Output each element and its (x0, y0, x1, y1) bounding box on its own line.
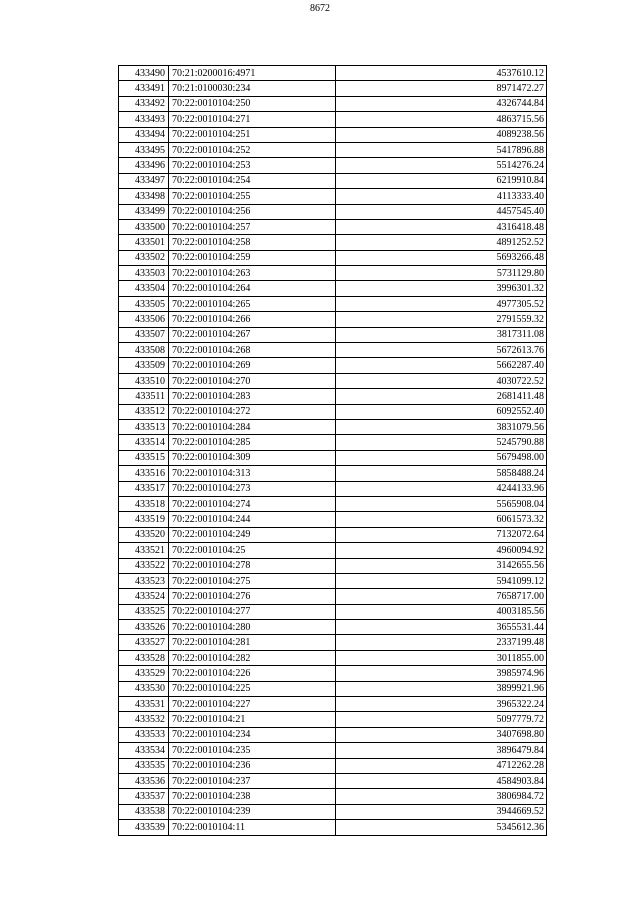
row-number-cell: 433539 (119, 820, 169, 835)
row-number-cell: 433533 (119, 727, 169, 742)
cadastral-value-cell: 3965322.24 (336, 697, 547, 712)
cadastral-value-cell: 4030722.52 (336, 373, 547, 388)
cadastral-value-cell: 4537610.12 (336, 66, 547, 81)
cadastral-number-cell: 70:22:0010104:225 (169, 681, 336, 696)
table-row (119, 743, 547, 758)
cadastral-number-cell: 70:22:0010104:235 (169, 743, 336, 758)
cadastral-number-cell: 70:22:0010104:227 (169, 697, 336, 712)
cadastral-number-cell: 70:22:0010104:263 (169, 266, 336, 281)
table-row (119, 527, 547, 542)
cadastral-number-cell: 70:22:0010104:253 (169, 158, 336, 173)
cadastral-value-cell: 4089238.56 (336, 127, 547, 142)
row-number-cell: 433504 (119, 281, 169, 296)
cadastral-number-cell: 70:22:0010104:270 (169, 373, 336, 388)
table-row (119, 219, 547, 234)
row-number-cell: 433517 (119, 481, 169, 496)
cadastral-number-cell: 70:22:0010104:238 (169, 789, 336, 804)
row-number-cell: 433522 (119, 558, 169, 573)
cadastral-number-cell: 70:22:0010104:244 (169, 512, 336, 527)
cadastral-number-cell: 70:22:0010104:259 (169, 250, 336, 265)
table-row (119, 127, 547, 142)
row-number-cell: 433496 (119, 158, 169, 173)
cadastral-value-cell: 3655531.44 (336, 620, 547, 635)
cadastral-value-cell: 7658717.00 (336, 589, 547, 604)
table-row (119, 96, 547, 111)
table-row (119, 666, 547, 681)
table-row (119, 573, 547, 588)
cadastral-value-cell: 5345612.36 (336, 820, 547, 835)
cadastral-value-table (118, 65, 547, 836)
row-number-cell: 433535 (119, 758, 169, 773)
cadastral-number-cell: 70:22:0010104:234 (169, 727, 336, 742)
row-number-cell: 433505 (119, 296, 169, 311)
row-number-cell: 433530 (119, 681, 169, 696)
cadastral-number-cell: 70:22:0010104:255 (169, 189, 336, 204)
cadastral-value-cell: 3944669.52 (336, 804, 547, 819)
table-row (119, 773, 547, 788)
cadastral-value-cell: 5662287.40 (336, 358, 547, 373)
cadastral-value-cell: 8971472.27 (336, 81, 547, 96)
cadastral-number-cell: 70:22:0010104:276 (169, 589, 336, 604)
table-row (119, 112, 547, 127)
table-row (119, 419, 547, 434)
table-row (119, 650, 547, 665)
row-number-cell: 433513 (119, 419, 169, 434)
cadastral-value-cell: 5245790.88 (336, 435, 547, 450)
table-body (119, 66, 547, 836)
table-row (119, 620, 547, 635)
cadastral-value-cell: 3806984.72 (336, 789, 547, 804)
cadastral-number-cell: 70:22:0010104:268 (169, 343, 336, 358)
cadastral-value-cell: 4326744.84 (336, 96, 547, 111)
cadastral-number-cell: 70:22:0010104:313 (169, 466, 336, 481)
table-row (119, 512, 547, 527)
cadastral-value-cell: 5693266.48 (336, 250, 547, 265)
cadastral-number-cell: 70:22:0010104:281 (169, 635, 336, 650)
cadastral-value-cell: 5858488.24 (336, 466, 547, 481)
row-number-cell: 433518 (119, 496, 169, 511)
table-row (119, 250, 547, 265)
table-row (119, 235, 547, 250)
cadastral-value-cell: 5672613.76 (336, 343, 547, 358)
table-row (119, 558, 547, 573)
table-row (119, 404, 547, 419)
table-row (119, 727, 547, 742)
cadastral-value-cell: 4712262.28 (336, 758, 547, 773)
cadastral-value-cell: 2337199.48 (336, 635, 547, 650)
row-number-cell: 433502 (119, 250, 169, 265)
cadastral-value-cell: 4316418.48 (336, 219, 547, 234)
cadastral-number-cell: 70:22:0010104:237 (169, 773, 336, 788)
table-row (119, 466, 547, 481)
cadastral-number-cell: 70:22:0010104:266 (169, 312, 336, 327)
table-row (119, 81, 547, 96)
cadastral-value-cell: 4863715.56 (336, 112, 547, 127)
cadastral-number-cell: 70:22:0010104:309 (169, 450, 336, 465)
row-number-cell: 433494 (119, 127, 169, 142)
cadastral-value-cell: 5679498.00 (336, 450, 547, 465)
cadastral-number-cell: 70:22:0010104:267 (169, 327, 336, 342)
row-number-cell: 433536 (119, 773, 169, 788)
cadastral-number-cell: 70:22:0010104:257 (169, 219, 336, 234)
cadastral-number-cell: 70:22:0010104:284 (169, 419, 336, 434)
cadastral-number-cell: 70:22:0010104:226 (169, 666, 336, 681)
row-number-cell: 433529 (119, 666, 169, 681)
cadastral-value-cell: 3407698.80 (336, 727, 547, 742)
row-number-cell: 433532 (119, 712, 169, 727)
cadastral-number-cell: 70:22:0010104:274 (169, 496, 336, 511)
cadastral-number-cell: 70:22:0010104:11 (169, 820, 336, 835)
cadastral-value-cell: 5941099.12 (336, 573, 547, 588)
cadastral-value-cell: 2791559.32 (336, 312, 547, 327)
table-row (119, 450, 547, 465)
cadastral-number-cell: 70:22:0010104:277 (169, 604, 336, 619)
cadastral-value-cell: 3142655.56 (336, 558, 547, 573)
table-row (119, 189, 547, 204)
table-row (119, 758, 547, 773)
table-row (119, 142, 547, 157)
row-number-cell: 433531 (119, 697, 169, 712)
table-row (119, 435, 547, 450)
cadastral-value-cell: 4003185.56 (336, 604, 547, 619)
cadastral-number-cell: 70:22:0010104:271 (169, 112, 336, 127)
row-number-cell: 433492 (119, 96, 169, 111)
table-row (119, 589, 547, 604)
cadastral-value-cell: 4977305.52 (336, 296, 547, 311)
row-number-cell: 433528 (119, 650, 169, 665)
row-number-cell: 433527 (119, 635, 169, 650)
row-number-cell: 433516 (119, 466, 169, 481)
table-row (119, 158, 547, 173)
cadastral-number-cell: 70:22:0010104:265 (169, 296, 336, 311)
cadastral-number-cell: 70:22:0010104:236 (169, 758, 336, 773)
cadastral-number-cell: 70:22:0010104:272 (169, 404, 336, 419)
cadastral-value-cell: 5565908.04 (336, 496, 547, 511)
table-row (119, 389, 547, 404)
cadastral-value-cell: 6061573.32 (336, 512, 547, 527)
table-row (119, 789, 547, 804)
cadastral-number-cell: 70:22:0010104:285 (169, 435, 336, 450)
table-row (119, 343, 547, 358)
row-number-cell: 433499 (119, 204, 169, 219)
row-number-cell: 433506 (119, 312, 169, 327)
cadastral-number-cell: 70:22:0010104:275 (169, 573, 336, 588)
row-number-cell: 433523 (119, 573, 169, 588)
row-number-cell: 433500 (119, 219, 169, 234)
row-number-cell: 433490 (119, 66, 169, 81)
table-row (119, 681, 547, 696)
cadastral-number-cell: 70:22:0010104:252 (169, 142, 336, 157)
cadastral-number-cell: 70:22:0010104:280 (169, 620, 336, 635)
cadastral-value-cell: 4244133.96 (336, 481, 547, 496)
row-number-cell: 433491 (119, 81, 169, 96)
row-number-cell: 433525 (119, 604, 169, 619)
table-row (119, 266, 547, 281)
cadastral-value-cell: 3011855.00 (336, 650, 547, 665)
table-row (119, 496, 547, 511)
table-row (119, 481, 547, 496)
cadastral-number-cell: 70:22:0010104:25 (169, 543, 336, 558)
cadastral-number-cell: 70:22:0010104:283 (169, 389, 336, 404)
cadastral-value-cell: 5097779.72 (336, 712, 547, 727)
row-number-cell: 433526 (119, 620, 169, 635)
cadastral-value-cell: 4960094.92 (336, 543, 547, 558)
table-row (119, 604, 547, 619)
cadastral-number-cell: 70:22:0010104:258 (169, 235, 336, 250)
row-number-cell: 433511 (119, 389, 169, 404)
cadastral-number-cell: 70:22:0010104:239 (169, 804, 336, 819)
row-number-cell: 433515 (119, 450, 169, 465)
cadastral-number-cell: 70:22:0010104:273 (169, 481, 336, 496)
row-number-cell: 433493 (119, 112, 169, 127)
cadastral-value-cell: 4113333.40 (336, 189, 547, 204)
row-number-cell: 433497 (119, 173, 169, 188)
table-row (119, 373, 547, 388)
cadastral-number-cell: 70:22:0010104:254 (169, 173, 336, 188)
table-row (119, 820, 547, 835)
table-row (119, 296, 547, 311)
cadastral-value-cell: 7132072.64 (336, 527, 547, 542)
table-row (119, 635, 547, 650)
cadastral-number-cell: 70:22:0010104:282 (169, 650, 336, 665)
table-row (119, 312, 547, 327)
table-row (119, 543, 547, 558)
row-number-cell: 433495 (119, 142, 169, 157)
row-number-cell: 433501 (119, 235, 169, 250)
cadastral-number-cell: 70:22:0010104:256 (169, 204, 336, 219)
table-row (119, 173, 547, 188)
cadastral-number-cell: 70:22:0010104:264 (169, 281, 336, 296)
cadastral-value-cell: 3996301.32 (336, 281, 547, 296)
cadastral-value-cell: 3896479.84 (336, 743, 547, 758)
table-row (119, 804, 547, 819)
cadastral-number-cell: 70:22:0010104:249 (169, 527, 336, 542)
row-number-cell: 433534 (119, 743, 169, 758)
cadastral-number-cell: 70:22:0010104:269 (169, 358, 336, 373)
table-row (119, 712, 547, 727)
cadastral-value-cell: 3817311.08 (336, 327, 547, 342)
cadastral-value-cell: 3831079.56 (336, 419, 547, 434)
cadastral-value-cell: 6219910.84 (336, 173, 547, 188)
cadastral-number-cell: 70:21:0100030:234 (169, 81, 336, 96)
cadastral-value-cell: 2681411.48 (336, 389, 547, 404)
row-number-cell: 433507 (119, 327, 169, 342)
table-row (119, 358, 547, 373)
cadastral-value-cell: 6092552.40 (336, 404, 547, 419)
cadastral-value-cell: 4891252.52 (336, 235, 547, 250)
row-number-cell: 433521 (119, 543, 169, 558)
row-number-cell: 433498 (119, 189, 169, 204)
row-number-cell: 433524 (119, 589, 169, 604)
cadastral-value-cell: 3899921.96 (336, 681, 547, 696)
cadastral-number-cell: 70:22:0010104:250 (169, 96, 336, 111)
row-number-cell: 433538 (119, 804, 169, 819)
row-number-cell: 433508 (119, 343, 169, 358)
cadastral-number-cell: 70:21:0200016:4971 (169, 66, 336, 81)
row-number-cell: 433537 (119, 789, 169, 804)
cadastral-value-cell: 4457545.40 (336, 204, 547, 219)
table-row (119, 281, 547, 296)
table-row (119, 66, 547, 81)
row-number-cell: 433503 (119, 266, 169, 281)
row-number-cell: 433514 (119, 435, 169, 450)
row-number-cell: 433512 (119, 404, 169, 419)
cadastral-value-cell: 5514276.24 (336, 158, 547, 173)
cadastral-number-cell: 70:22:0010104:21 (169, 712, 336, 727)
row-number-cell: 433519 (119, 512, 169, 527)
row-number-cell: 433510 (119, 373, 169, 388)
cadastral-number-cell: 70:22:0010104:278 (169, 558, 336, 573)
table-row (119, 697, 547, 712)
table-row (119, 327, 547, 342)
table-row (119, 204, 547, 219)
row-number-cell: 433509 (119, 358, 169, 373)
cadastral-value-cell: 5417896.88 (336, 142, 547, 157)
cadastral-value-cell: 5731129.80 (336, 266, 547, 281)
cadastral-number-cell: 70:22:0010104:251 (169, 127, 336, 142)
cadastral-value-cell: 3985974.96 (336, 666, 547, 681)
page-number: 8672 (310, 3, 330, 14)
row-number-cell: 433520 (119, 527, 169, 542)
cadastral-value-cell: 4584903.84 (336, 773, 547, 788)
